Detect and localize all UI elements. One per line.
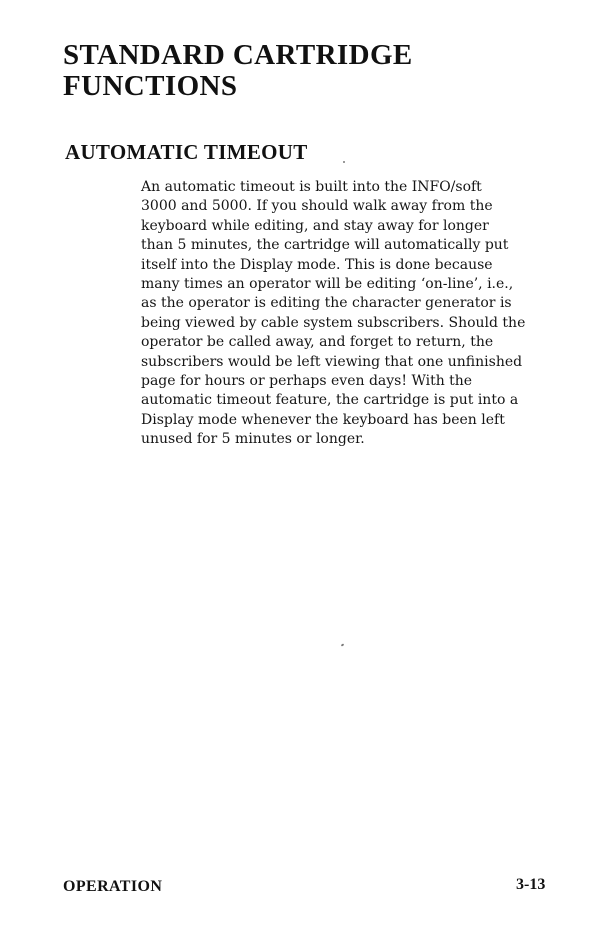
body-line: 3000 and 5000. If you should walk away from the	[141, 198, 493, 215]
body-line: many times an operator will be editing ‘on-line’, i.e.,	[141, 276, 514, 293]
body-line: being viewed by cable system subscribers. Should the	[141, 314, 526, 331]
page-number: 3-13	[516, 876, 546, 893]
body-line: itself into the Display mode. This is done because	[141, 256, 493, 273]
body-line: keyboard while editing, and stay away for longer	[141, 217, 489, 234]
section-heading: AUTOMATIC TIMEOUT	[65, 140, 308, 164]
body-line: than 5 minutes, the cartridge will automatically put	[141, 237, 509, 254]
scan-speck	[341, 643, 345, 646]
scan-speck	[343, 161, 345, 163]
body-line: operator be called away, and forget to return, the	[141, 334, 494, 351]
body-line: as the operator is editing the character generator is	[141, 295, 512, 312]
body-line: unused for 5 minutes or longer.	[141, 431, 365, 448]
body-line: subscribers would be left viewing that one unfinished	[141, 353, 523, 370]
body-line: Display mode whenever the keyboard has been left	[141, 411, 505, 428]
body-paragraph	[141, 178, 551, 450]
chapter-title-line-1: STANDARD CARTRIDGE	[63, 39, 413, 71]
chapter-title-line-2: FUNCTIONS	[63, 70, 238, 102]
body-line: automatic timeout feature, the cartridge is put into a	[141, 392, 519, 409]
footer-section-label: OPERATION	[63, 878, 163, 895]
chapter-title	[63, 40, 543, 102]
body-line: page for hours or perhaps even days! With the	[141, 373, 473, 390]
body-line: An automatic timeout is built into the INFO/soft	[141, 179, 482, 195]
